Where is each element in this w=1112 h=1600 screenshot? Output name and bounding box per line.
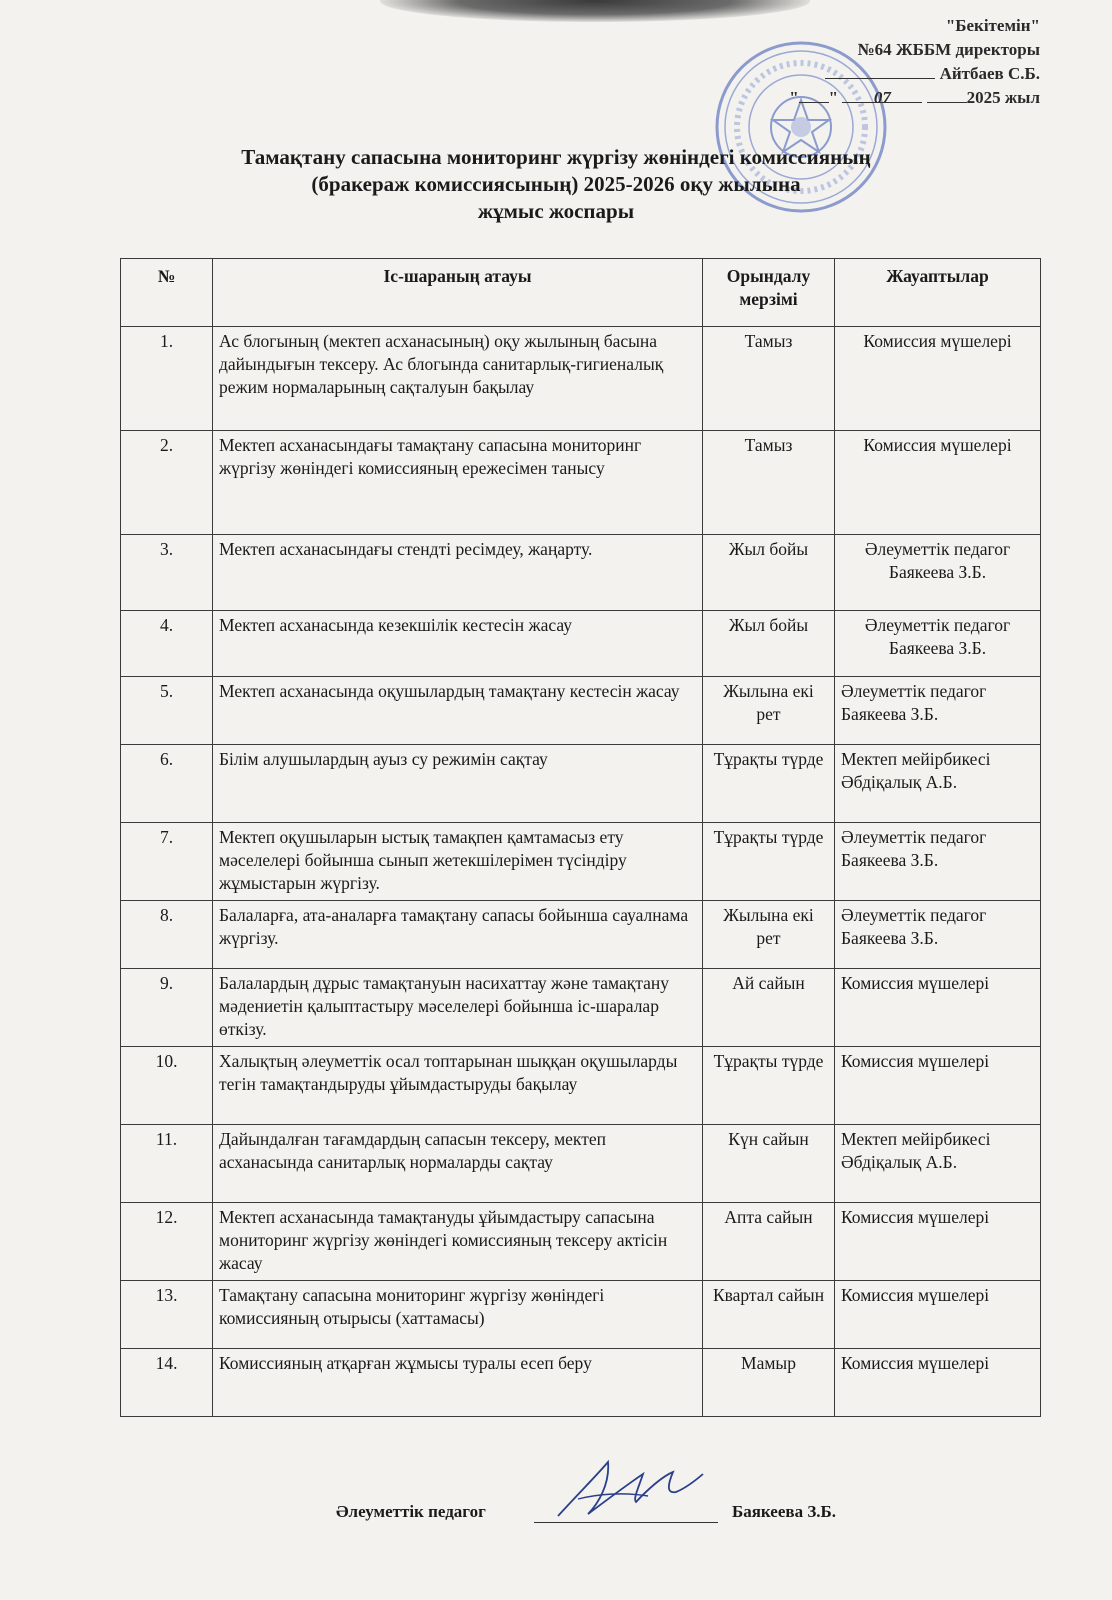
approval-date: " " 07 2025 жыл xyxy=(789,88,1040,107)
row-responsible: Әлеуметтік педагог Баякеева З.Б. xyxy=(835,901,1041,969)
row-activity: Мектеп асханасындағы стендті ресімдеу, жаңарту. xyxy=(213,535,703,611)
table-row xyxy=(121,431,1041,535)
table-row xyxy=(121,901,1041,969)
footer-signature-line xyxy=(534,1522,718,1523)
work-plan-table xyxy=(120,258,1041,1417)
date-day xyxy=(799,86,829,103)
row-deadline: Квартал сайын xyxy=(703,1281,835,1349)
row-responsible: Комиссия мүшелері xyxy=(835,1047,1041,1125)
director-name: Айтбаев С.Б. xyxy=(939,64,1040,83)
row-deadline: Жыл бойы xyxy=(703,611,835,677)
row-number: 13. xyxy=(121,1281,213,1349)
row-number: 14. xyxy=(121,1349,213,1417)
row-responsible: Мектеп мейірбикесі Әбдіқалық А.Б. xyxy=(835,745,1041,823)
row-activity: Мектеп асханасындағы тамақтану сапасына мониторинг жүргізу жөніндегі комиссияның ережесімен танысу xyxy=(213,431,703,535)
row-activity: Білім алушылардың ауыз су режимін сақтау xyxy=(213,745,703,823)
header-deadline: Орындалу мерзімі xyxy=(703,259,835,327)
table-row xyxy=(121,327,1041,431)
row-deadline: Тұрақты түрде xyxy=(703,1047,835,1125)
top-shadow xyxy=(380,0,810,22)
table-row xyxy=(121,611,1041,677)
row-number: 10. xyxy=(121,1047,213,1125)
row-activity: Тамақтану сапасына мониторинг жүргізу жөніндегі комиссияның отырысы (хаттамасы) xyxy=(213,1281,703,1349)
signature-blank xyxy=(825,62,935,79)
date-blank xyxy=(927,86,967,103)
row-responsible: Комиссия мүшелері xyxy=(835,327,1041,431)
row-activity: Мектеп асханасында тамақтануды ұйымдастыру сапасына мониторинг жүргізу жөніндегі комиссияның тексеру актісін жасау xyxy=(213,1203,703,1281)
row-number: 12. xyxy=(121,1203,213,1281)
row-activity: Мектеп асханасында кезекшілік кестесін жасау xyxy=(213,611,703,677)
row-number: 9. xyxy=(121,969,213,1047)
row-number: 2. xyxy=(121,431,213,535)
row-number: 11. xyxy=(121,1125,213,1203)
table-row xyxy=(121,745,1041,823)
header-responsible: Жауаптылар xyxy=(835,259,1041,327)
row-responsible: Әлеуметтік педагог Баякеева З.Б. xyxy=(835,535,1041,611)
row-activity: Балаларға, ата-аналарға тамақтану сапасы бойынша сауалнама жүргізу. xyxy=(213,901,703,969)
table-row xyxy=(121,1349,1041,1417)
row-activity: Мектеп оқушыларын ыстық тамақпен қамтамасыз ету мәселелері бойынша сынып жетекшілерімен түсіндіру жұмыстарын жүргізу. xyxy=(213,823,703,901)
table-row xyxy=(121,535,1041,611)
row-activity: Дайындалған тағамдардың сапасын тексеру, мектеп асханасында санитарлық нормаларды сақтау xyxy=(213,1125,703,1203)
title-line-3: жұмыс жоспары xyxy=(477,199,635,223)
row-number: 3. xyxy=(121,535,213,611)
title-line-2: (бракераж комиссиясының) 2025-2026 оқу жылына xyxy=(311,172,801,196)
row-responsible: Комиссия мүшелері xyxy=(835,431,1041,535)
row-number: 5. xyxy=(121,677,213,745)
row-number: 8. xyxy=(121,901,213,969)
table-row xyxy=(121,677,1041,745)
table-header-row xyxy=(121,259,1041,327)
table-row xyxy=(121,1203,1041,1281)
row-responsible: Әлеуметтік педагог Баякеева З.Б. xyxy=(835,611,1041,677)
footer-name: Баякеева З.Б. xyxy=(732,1502,837,1521)
approval-heading: "Бекітемін" xyxy=(945,16,1040,35)
row-responsible: Әлеуметтік педагог Баякеева З.Б. xyxy=(835,823,1041,901)
row-activity: Комиссияның атқарған жұмысы туралы есеп беру xyxy=(213,1349,703,1417)
document-title xyxy=(0,144,1112,225)
row-responsible: Комиссия мүшелері xyxy=(835,1349,1041,1417)
row-deadline: Жылына екі рет xyxy=(703,677,835,745)
title-line-1: Тамақтану сапасына мониторинг жүргізу жөніндегі комиссияның xyxy=(241,145,871,169)
table-row xyxy=(121,1125,1041,1203)
row-number: 1. xyxy=(121,327,213,431)
table-row xyxy=(121,969,1041,1047)
row-deadline: Күн сайын xyxy=(703,1125,835,1203)
row-deadline: Мамыр xyxy=(703,1349,835,1417)
approval-position: №64 ЖББМ директоры xyxy=(857,40,1040,59)
row-deadline: Жылына екі рет xyxy=(703,901,835,969)
table-row xyxy=(121,823,1041,901)
row-activity: Халықтың әлеуметтік осал топтарынан шыққан оқушыларды тегін тамақтандыруды ұйымдастыруды бақылау xyxy=(213,1047,703,1125)
handwritten-signature xyxy=(548,1454,708,1524)
header-activity: Іс-шараның атауы xyxy=(213,259,703,327)
row-responsible: Комиссия мүшелері xyxy=(835,969,1041,1047)
row-deadline: Тұрақты түрде xyxy=(703,745,835,823)
table-row xyxy=(121,1047,1041,1125)
row-responsible: Комиссия мүшелері xyxy=(835,1203,1041,1281)
row-responsible: Комиссия мүшелері xyxy=(835,1281,1041,1349)
footer-role: Әлеуметтік педагог xyxy=(336,1502,486,1521)
row-deadline: Жыл бойы xyxy=(703,535,835,611)
row-number: 7. xyxy=(121,823,213,901)
row-number: 4. xyxy=(121,611,213,677)
row-activity: Ас блогының (мектеп асханасының) оқу жылының басына дайындығын тексеру. Ас блогында санитарлық-гигиеналық режим нормаларының сақталуын бақылау xyxy=(213,327,703,431)
date-year: 2025 жыл xyxy=(966,88,1040,107)
row-responsible: Мектеп мейірбикесі Әбдіқалық А.Б. xyxy=(835,1125,1041,1203)
header-number: № xyxy=(121,259,213,327)
row-deadline: Ай сайын xyxy=(703,969,835,1047)
row-number: 6. xyxy=(121,745,213,823)
row-activity: Мектеп асханасында оқушылардың тамақтану кестесін жасау xyxy=(213,677,703,745)
row-responsible: Әлеуметтік педагог Баякеева З.Б. xyxy=(835,677,1041,745)
row-activity: Балалардың дұрыс тамақтануын насихаттау және тамақтану мәдениетін қалыптастыру мәселелері бойынша іс-шаралар өткізу. xyxy=(213,969,703,1047)
row-deadline: Тұрақты түрде xyxy=(703,823,835,901)
approval-director xyxy=(789,62,1040,86)
row-deadline: Тамыз xyxy=(703,327,835,431)
approval-block xyxy=(789,14,1040,110)
date-month: 07 xyxy=(842,86,922,103)
row-deadline: Тамыз xyxy=(703,431,835,535)
row-deadline: Апта сайын xyxy=(703,1203,835,1281)
table-row xyxy=(121,1281,1041,1349)
